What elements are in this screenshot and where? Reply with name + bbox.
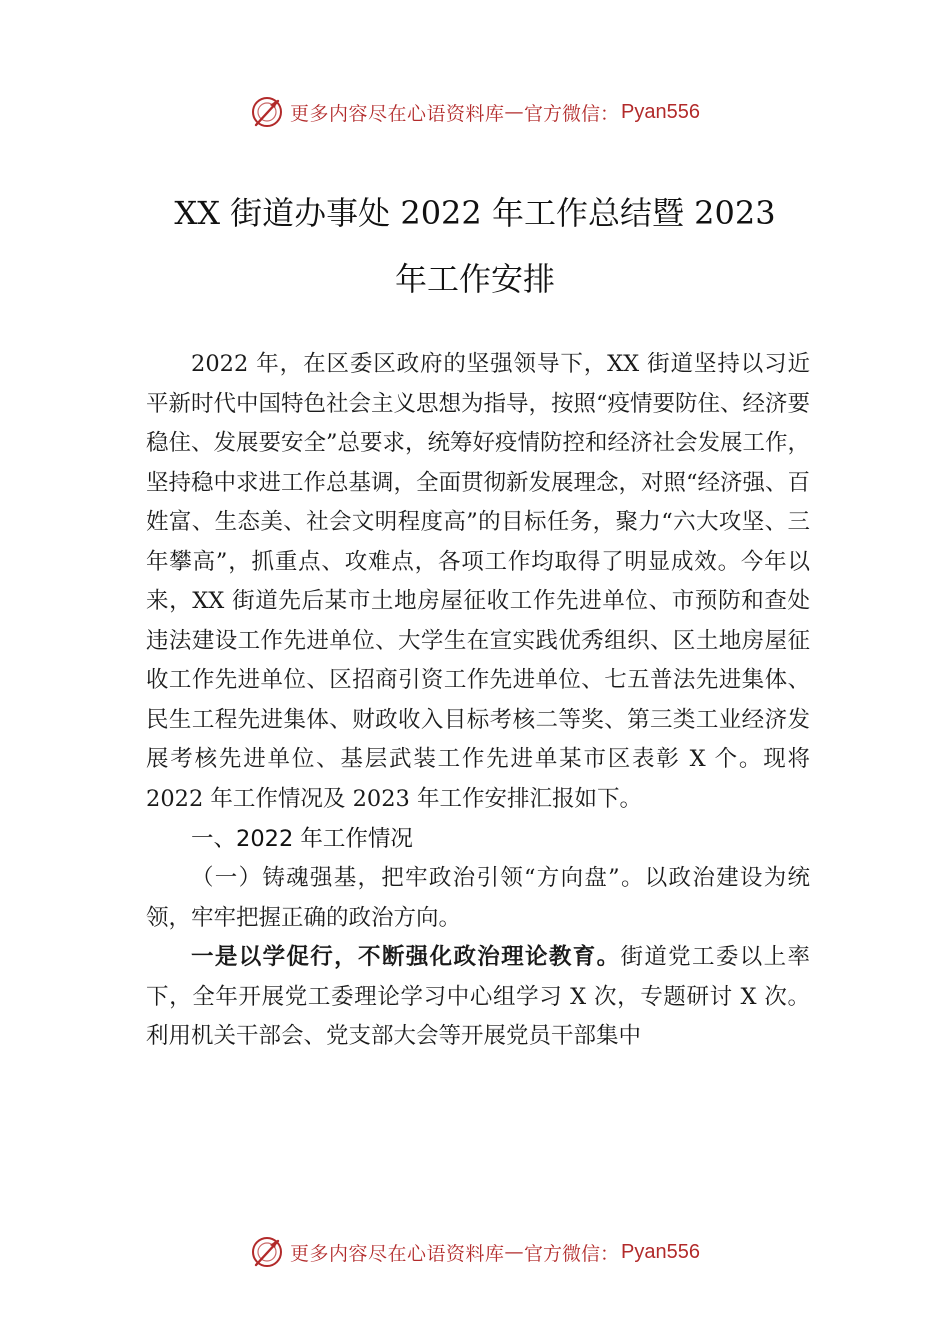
point-paragraph	[146, 938, 810, 1057]
point-text: 街道党工委以上率下，全年开展党工委理论学习中心组学习 X 次，专题研讨 X 次。利用机关干部会、党支部大会等开展党员干部集中	[146, 944, 810, 1049]
watermark-banner-bottom	[0, 1232, 950, 1272]
quill-seal-icon	[250, 1235, 284, 1269]
watermark-banner-top	[0, 92, 950, 132]
intro-paragraph: 2022 年，在区委区政府的坚强领导下，XX 街道坚持以习近平新时代中国特色社会主义思想为指导，按照“疫情要防住、经济要稳住、发展要安全”总要求，统筹好疫情防控和经济社会发展工作，坚持稳中求进工作总基调，全面贯彻新发展理念，对照“经济强、百姓富、生态美、社会文明程度高”的目标任务，聚力“六大攻坚、三年攀高”，抓重点、攻难点，各项工作均取得了明显成效。今年以来，XX 街道先后某市土地房屋征收工作先进单位、市预防和查处违法建设工作先进单位、大学生在宣实践优秀组织、区土地房屋征收工作先进单位、区招商引资工作先进单位、七五普法先进集体、民生工程先进集体、财政收入目标考核二等奖、第三类工业经济发展考核先进单位、基层武装工作先进单某市区表彰 X 个。现将 2022 年工作情况及 2023 年工作安排汇报如下。	[146, 351, 811, 812]
watermark-text: 更多内容尽在心语资料库	[290, 102, 505, 125]
watermark-wechat-label: 官方微信：	[524, 102, 620, 125]
quill-seal-icon	[250, 95, 284, 129]
watermark-wechat-id: Pyan556	[621, 100, 700, 123]
subsection-paragraph	[146, 859, 810, 938]
watermark-dash: —	[504, 1241, 525, 1263]
watermark-wechat-label: 官方微信：	[524, 1242, 620, 1265]
watermark-dash: —	[504, 101, 525, 123]
watermark-wechat-id: Pyan556	[621, 1240, 700, 1263]
subsection-text: 以政治建设为统领，牢牢把握正确的政治方向。	[146, 865, 810, 931]
subsection-title: （一）铸魂强基，把牢政治引领“方向盘”。	[191, 865, 645, 891]
document-title-line2: 年工作安排	[394, 260, 555, 298]
watermark-text: 更多内容尽在心语资料库	[290, 1242, 505, 1265]
section-heading: 一、2022 年工作情况	[191, 826, 413, 852]
point-bold-lead: 一是以学促行，不断强化政治理论教育。	[191, 944, 621, 970]
document-body	[146, 345, 810, 1057]
document-title-line1: XX 街道办事处 2022 年工作总结暨 2023	[174, 194, 776, 232]
